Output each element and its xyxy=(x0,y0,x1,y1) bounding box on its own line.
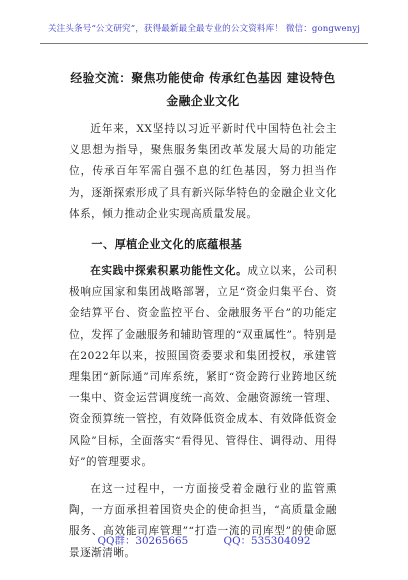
body-paragraph-2: 在这一过程中，一方面接受着金融行业的监管熏陶，一方面承担着国资央企的使命担当，“高质量金融服务、高效能司库管理”“打造一流的司库型”的使命愿景逐渐清晰。 xyxy=(69,483,337,559)
body-paragraph-1 xyxy=(69,261,337,473)
document-title: 经验交流：聚焦功能使命 传承红色基因 建设特色金融企业文化 xyxy=(70,71,336,108)
page-footer xyxy=(0,532,408,547)
document-body xyxy=(69,67,337,564)
paragraph-lead: 在实践中探索积累功能性文化。 xyxy=(90,265,248,278)
qq-group: QQ群：30265665 xyxy=(97,535,189,547)
section-heading: 一、厚植企业文化的底蕴根基 xyxy=(91,237,243,252)
paragraph-text: 成立以来，公司积极响应国家和集团战略部署，立足“资金归集平台、资金结算平台、资金监控平台、金融服务平台”的功能定位，发挥了金融服务和辅助管理的“双重属性”。特别是在2022年以来，按照国资委要求和集团授权，承建管理集团“新际通”司库系统，紧盯“资金跨行业跨地区统一集中、资金运营调度统一高效、金融资源统一管理、资金预算统一管控，有效降低资金成本、有效降低资金风险”目标，全面落实“看得见、管得住、调得动、用得好”的管理要求。 xyxy=(69,265,338,468)
page-header: 关注头条号“公文研究”，获得最新最全最专业的公文资料库！ 微信：gongwenyj xyxy=(40,22,368,44)
qq-contact: QQ：535304092 xyxy=(223,535,311,547)
intro-paragraph: 近年来，XX坚持以习近平新时代中国特色社会主义思想为指导，聚焦服务集团改革发展大局的功能定位，传承百年军需自强不息的红色基因，努力担当作为，逐渐探索形成了具有新兴际华特色的金融企业文化体系，倾力推动企业实现高质量发展。 xyxy=(69,123,337,220)
